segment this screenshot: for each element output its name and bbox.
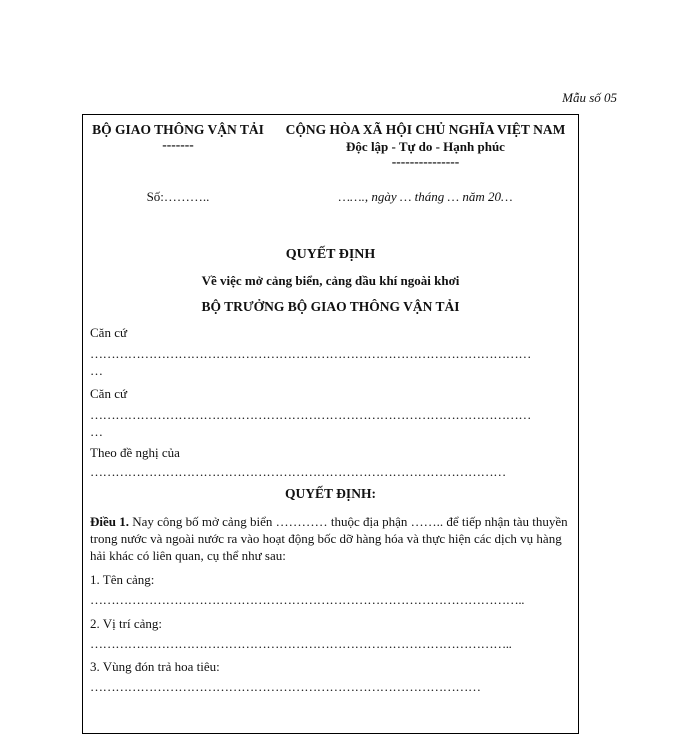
proposal <box>90 444 574 480</box>
basis-2 <box>90 385 574 440</box>
item-dots: ……………………………………………………………………………………….. <box>90 636 512 651</box>
basis-dots-tail: … <box>90 424 103 439</box>
document-date: ……., ngày … tháng … năm 20… <box>338 189 513 204</box>
decision-title: QUYẾT ĐỊNH <box>285 247 376 262</box>
national-motto: Độc lập - Tự do - Hạnh phúc <box>346 139 505 154</box>
form-number: Mẫu số 05 <box>562 90 617 105</box>
document-number: Số:……….. <box>146 189 210 204</box>
item-dots: ………………………………………………………………………………………….. <box>90 592 525 607</box>
decision-subject: Về việc mở cảng biển, cảng dầu khí ngoài khơi <box>201 273 460 288</box>
ministry-divider: ------- <box>162 137 194 152</box>
item-port-name <box>90 571 574 608</box>
ministry-header <box>83 121 273 152</box>
national-header <box>273 121 578 169</box>
item-label: 1. Tên cảng: <box>90 572 155 587</box>
basis-dots: …………………………………………………………………………………………… <box>90 346 532 361</box>
item-port-location <box>90 615 574 652</box>
proposal-label: Theo đề nghị của <box>90 445 180 460</box>
article-1 <box>90 513 574 564</box>
motto-divider: --------------- <box>391 154 460 169</box>
item-label: 2. Vị trí cảng: <box>90 616 162 631</box>
proposal-dots: ……………………………………………………………………………………… <box>90 464 506 479</box>
ministry-name: BỘ GIAO THÔNG VẬN TẢI <box>92 122 264 137</box>
country-name: CỘNG HÒA XÃ HỘI CHỦ NGHĨA VIỆT NAM <box>285 122 566 137</box>
basis-1 <box>90 324 574 379</box>
decides-heading: QUYẾT ĐỊNH: <box>285 486 376 501</box>
item-label: 3. Vùng đón trả hoa tiêu: <box>90 659 220 674</box>
article-1-text: Nay công bố mở cảng biển ………… thuộc địa phận …….. để tiếp nhận tàu thuyền trong nước và ngoài nước ra vào hoạt động bốc dỡ hàng hóa và thực hiện các dịch vụ hàng hải khác có liên quan, cụ thể như sau: <box>90 514 568 563</box>
item-pilot-zone <box>90 658 574 695</box>
decision-issuer: BỘ TRƯỞNG BỘ GIAO THÔNG VẬN TẢI <box>201 299 460 314</box>
document-frame <box>82 114 579 734</box>
item-dots: ………………………………………………………………………………… <box>90 679 481 694</box>
basis-dots: …………………………………………………………………………………………… <box>90 407 532 422</box>
basis-label: Căn cứ <box>90 386 128 401</box>
article-1-label: Điều 1. <box>90 514 129 529</box>
basis-dots-tail: … <box>90 363 103 378</box>
basis-label: Căn cứ <box>90 325 128 340</box>
